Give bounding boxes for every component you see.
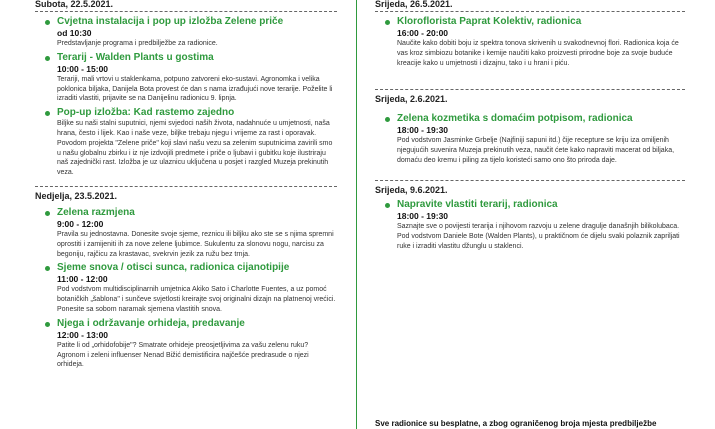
day-heading: Nedjelja, 23.5.2021. [35, 190, 118, 201]
event-time: 11:00 - 12:00 [57, 274, 108, 285]
day-block [375, 0, 685, 69]
event-time: 12:00 - 13:00 [57, 329, 109, 340]
dashed-separator [375, 89, 685, 90]
column-divider [356, 0, 357, 429]
dashed-separator [35, 11, 337, 12]
day-block [35, 186, 337, 370]
bullet-icon [45, 20, 50, 25]
event-title: Kloroflorista Paprat Kolektiv, radionica [397, 16, 582, 27]
event-item [375, 16, 685, 69]
event-title: Zelena kozmetika s domaćim potpisom, radionica [397, 113, 633, 124]
event-time: od 10:30 [57, 28, 92, 38]
right-column [375, 0, 685, 252]
event-item [35, 207, 337, 259]
event-description: Biljke su naši stalni suputnici, njemi svjedoci naših života, nadahnuće u umjetnosti, naša hrana, često i lijek. Kao i naše veze, biljke trebaju njegu i vrijeme za rast i oporavak. Povodom projekta "Zelene priče" koji slavi našu vezu sa zelenim suputnicima zavirili smo u našu globalnu zbirku i iz nje izdvojili predmete i priče o ljubavi i gubitku koje ilustriraju naš zajednički rast. Izložba je uz ulaznicu uključena u posjet i razgled Muzeja prekinutih veza. [57, 120, 333, 177]
event-time: 16:00 - 20:00 [397, 28, 449, 38]
dashed-separator [375, 180, 685, 181]
event-title: Cvjetna instalacija i pop up izložba Zelene priče [57, 16, 284, 27]
bullet-icon [385, 203, 390, 208]
event-time: 18:00 - 19:30 [397, 211, 449, 221]
event-description: Naučite kako dobiti boju iz spektra tonova skrivenih u svakodnevnoj flori. Radionica koja će vas kroz simbiozu botanike i kemije naučiti kako proizvesti prirodne boje za svoje buduće kreacije kako u umjetnosti i dizajnu, tako i u hrani i piću. [397, 40, 679, 67]
event-title: Pop-up izložba: Kad rastemo zajedno [57, 107, 235, 119]
day-block [375, 180, 685, 252]
bullet-icon [45, 56, 50, 61]
event-description: Saznajte sve o povijesti terarija i njihovom razvoju u zelene dragulje današnjih bilikolubaca. Pod vodstvom Daniele Bote (Walden Plants), u praktičnom će dijelu svaki polaznik zapriljati ruke i izraditi vlastitu džunglu u staklenci. [397, 223, 680, 250]
bullet-icon [385, 20, 390, 25]
bullet-icon [45, 266, 50, 271]
dashed-separator [35, 186, 337, 187]
day-heading: Srijeda, 9.6.2021. [375, 185, 448, 195]
bullet-icon [45, 111, 50, 116]
day-block [375, 89, 685, 166]
event-time: 9:00 - 12:00 [57, 218, 104, 229]
day-heading: Srijeda, 2.6.2021. [375, 94, 448, 104]
event-title: Zelena razmjena [57, 206, 135, 218]
footnote: Sve radionice su besplatne, a zbog ograničenog broja mjesta predbilježbe [375, 419, 657, 428]
bullet-icon [45, 211, 50, 216]
bullet-icon [385, 117, 390, 122]
event-title: Napravite vlastiti terarij, radionica [397, 199, 558, 210]
event-item [35, 52, 337, 104]
left-column [35, 0, 337, 370]
event-title: Njega i održavanje orhideja, predavanje [57, 317, 245, 329]
event-description: Predstavljanje programa i predbilježbe za radionice. [57, 40, 218, 47]
event-time: 18:00 - 19:30 [397, 125, 449, 135]
event-title: Sjeme snova / otisci sunca, radionica cijanotipije [57, 262, 290, 274]
event-item [375, 113, 685, 166]
event-item [35, 16, 337, 49]
event-description: Terariji, mali vrtovi u staklenkama, potpuno zatvoreni eko-sustavi. Agronomka i velika poklonica biljaka, Danijela Bota provest će dan s nama izrađujući nove terarije. Poželite li izraditi vlastiti, prijavite se na Danijelinu radionicu 9. lipnja. [57, 75, 333, 103]
dashed-separator [375, 11, 685, 12]
event-description: Pravila su jednostavna. Donesite svoje sjeme, reznicu ili biljku ako ste se s njima spremni oprostiti i zamijeniti ih za nove zelene ljubimce. Sukulentu za slonovu nogu, narcisu za begoniju, rajčicu za krastavac, svekrvin jezik za ružu bez trnja. [57, 230, 334, 258]
day-block [35, 0, 337, 178]
event-item [35, 318, 337, 370]
event-description: Pod vodstvom Jasminke Grbelje (Najfiniji sapuni itd.) čije recepture se kriju iza omiljenih njegujućih suvenira Muzeja prekinutih veza, naučit ćete kako napraviti macerat od biljaka, domaću deo kremu i piling za tijelo koristeći samo ono što priroda daje. [397, 137, 675, 164]
event-item [35, 262, 337, 314]
event-item [375, 199, 685, 252]
bullet-icon [45, 322, 50, 327]
event-time: 10:00 - 15:00 [57, 63, 109, 74]
day-heading: Subota, 22.5.2021. [35, 0, 114, 9]
event-item [35, 107, 337, 178]
event-description: Patite li od „orhidofobije"? Smatrate orhideje preosjetljivima za vašu zelenu ruku? Agronom i zeleni influenser Nenad Bižić demistificira najčešće predrasude o njezi orhideja. [57, 341, 309, 369]
day-heading: Srijeda, 26.5.2021. [375, 0, 453, 9]
event-description: Pod vodstvom multidisciplinarnih umjetnica Akiko Sato i Charlotte Fuentes, a uz pomoć botaničkih „šablona" i sunčeve svjetlosti kreirajte svoj originalni dizajn na platnenoj vrećici. Ponesite sa sobom naramak sjemena vlastitih snova. [57, 286, 336, 313]
event-title: Terarij - Walden Plants u gostima [57, 51, 214, 63]
